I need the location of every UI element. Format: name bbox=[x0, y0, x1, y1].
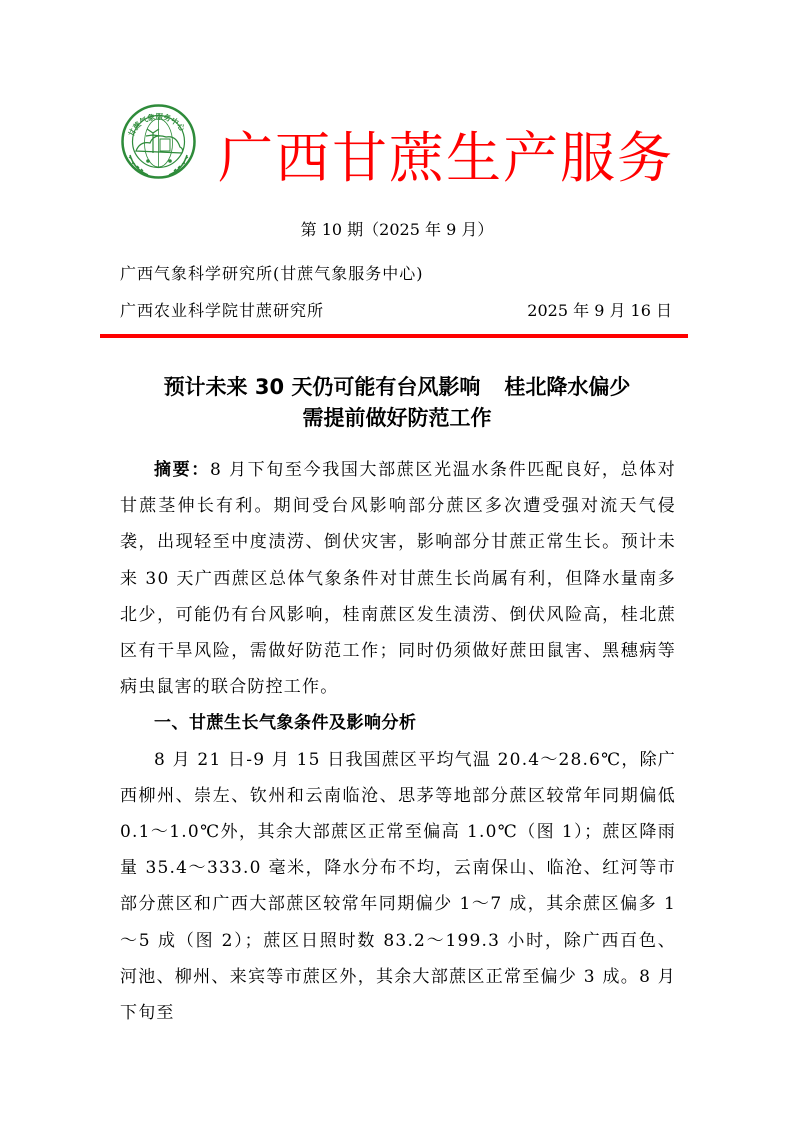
article-title bbox=[0, 372, 794, 434]
title-line-1 bbox=[0, 372, 794, 403]
title-part-1: 预计未来 30 天仍可能有台风影响 bbox=[163, 375, 481, 399]
logo-emblem-icon bbox=[120, 103, 197, 180]
publisher-org-1: 广西气象科学研究所(甘蔗气象服务中心) bbox=[120, 264, 424, 283]
article-body bbox=[120, 452, 676, 1031]
abstract-paragraph bbox=[120, 452, 676, 705]
issue-number: 第 10 期（2025 年 9 月） bbox=[300, 220, 494, 239]
header-divider bbox=[100, 334, 688, 338]
masthead-title: 广西甘蔗生产服务 bbox=[218, 126, 675, 190]
publish-date: 2025 年 9 月 16 日 bbox=[527, 301, 672, 320]
publisher-org-2: 广西农业科学院甘蔗研究所 bbox=[120, 301, 325, 320]
title-part-2: 桂北降水偏少 bbox=[504, 375, 631, 399]
section-1-paragraph: 8 月 21 日-9 月 15 日我国蔗区平均气温 20.4～28.6℃，除广西柳州、崇左、钦州和云南临沧、思茅等地部分蔗区较常年同期偏低 0.1～1.0℃外，其余大部蔗区正常至偏高 1.0℃（图 1）；蔗区降雨量 35.4～333.0 毫米，降水分布不均，云南保山、临沧、红河等市部分蔗区和广西大部蔗区较常年同期偏少 1～7 成，其余蔗区偏多 1～5 成（图 2）；蔗区日照时数 83.2～199.3 小时，除广西百色、河池、柳州、来宾等市蔗区外，其余大部蔗区正常至偏少 3 成。8 月下旬至 bbox=[120, 749, 676, 1024]
section-1-heading: 一、甘蔗生长气象条件及影响分析 bbox=[154, 713, 417, 734]
abstract-text: 8 月下旬至今我国大部蔗区光温水条件匹配良好，总体对甘蔗茎伸长有利。期间受台风影响部分蔗区多次遭受强对流天气侵袭，出现轻至中度渍涝、倒伏灾害，影响部分甘蔗正常生长。预计未来 30 天广西蔗区总体气象条件对甘蔗生长尚属有利，但降水量南多北少，可能仍有台风影响，桂南蔗区发生渍涝、倒伏风险高，桂北蔗区有干旱风险，需做好防范工作；同时仍须做好蔗田鼠害、黑穗病等病虫鼠害的联合防控工作。 bbox=[120, 460, 676, 698]
abstract-label: 摘要： bbox=[154, 460, 210, 480]
logo-arc-text: 甘蔗气象服务中心 bbox=[126, 112, 187, 138]
title-line-2: 需提前做好防范工作 bbox=[302, 406, 492, 430]
service-center-logo bbox=[120, 103, 197, 180]
